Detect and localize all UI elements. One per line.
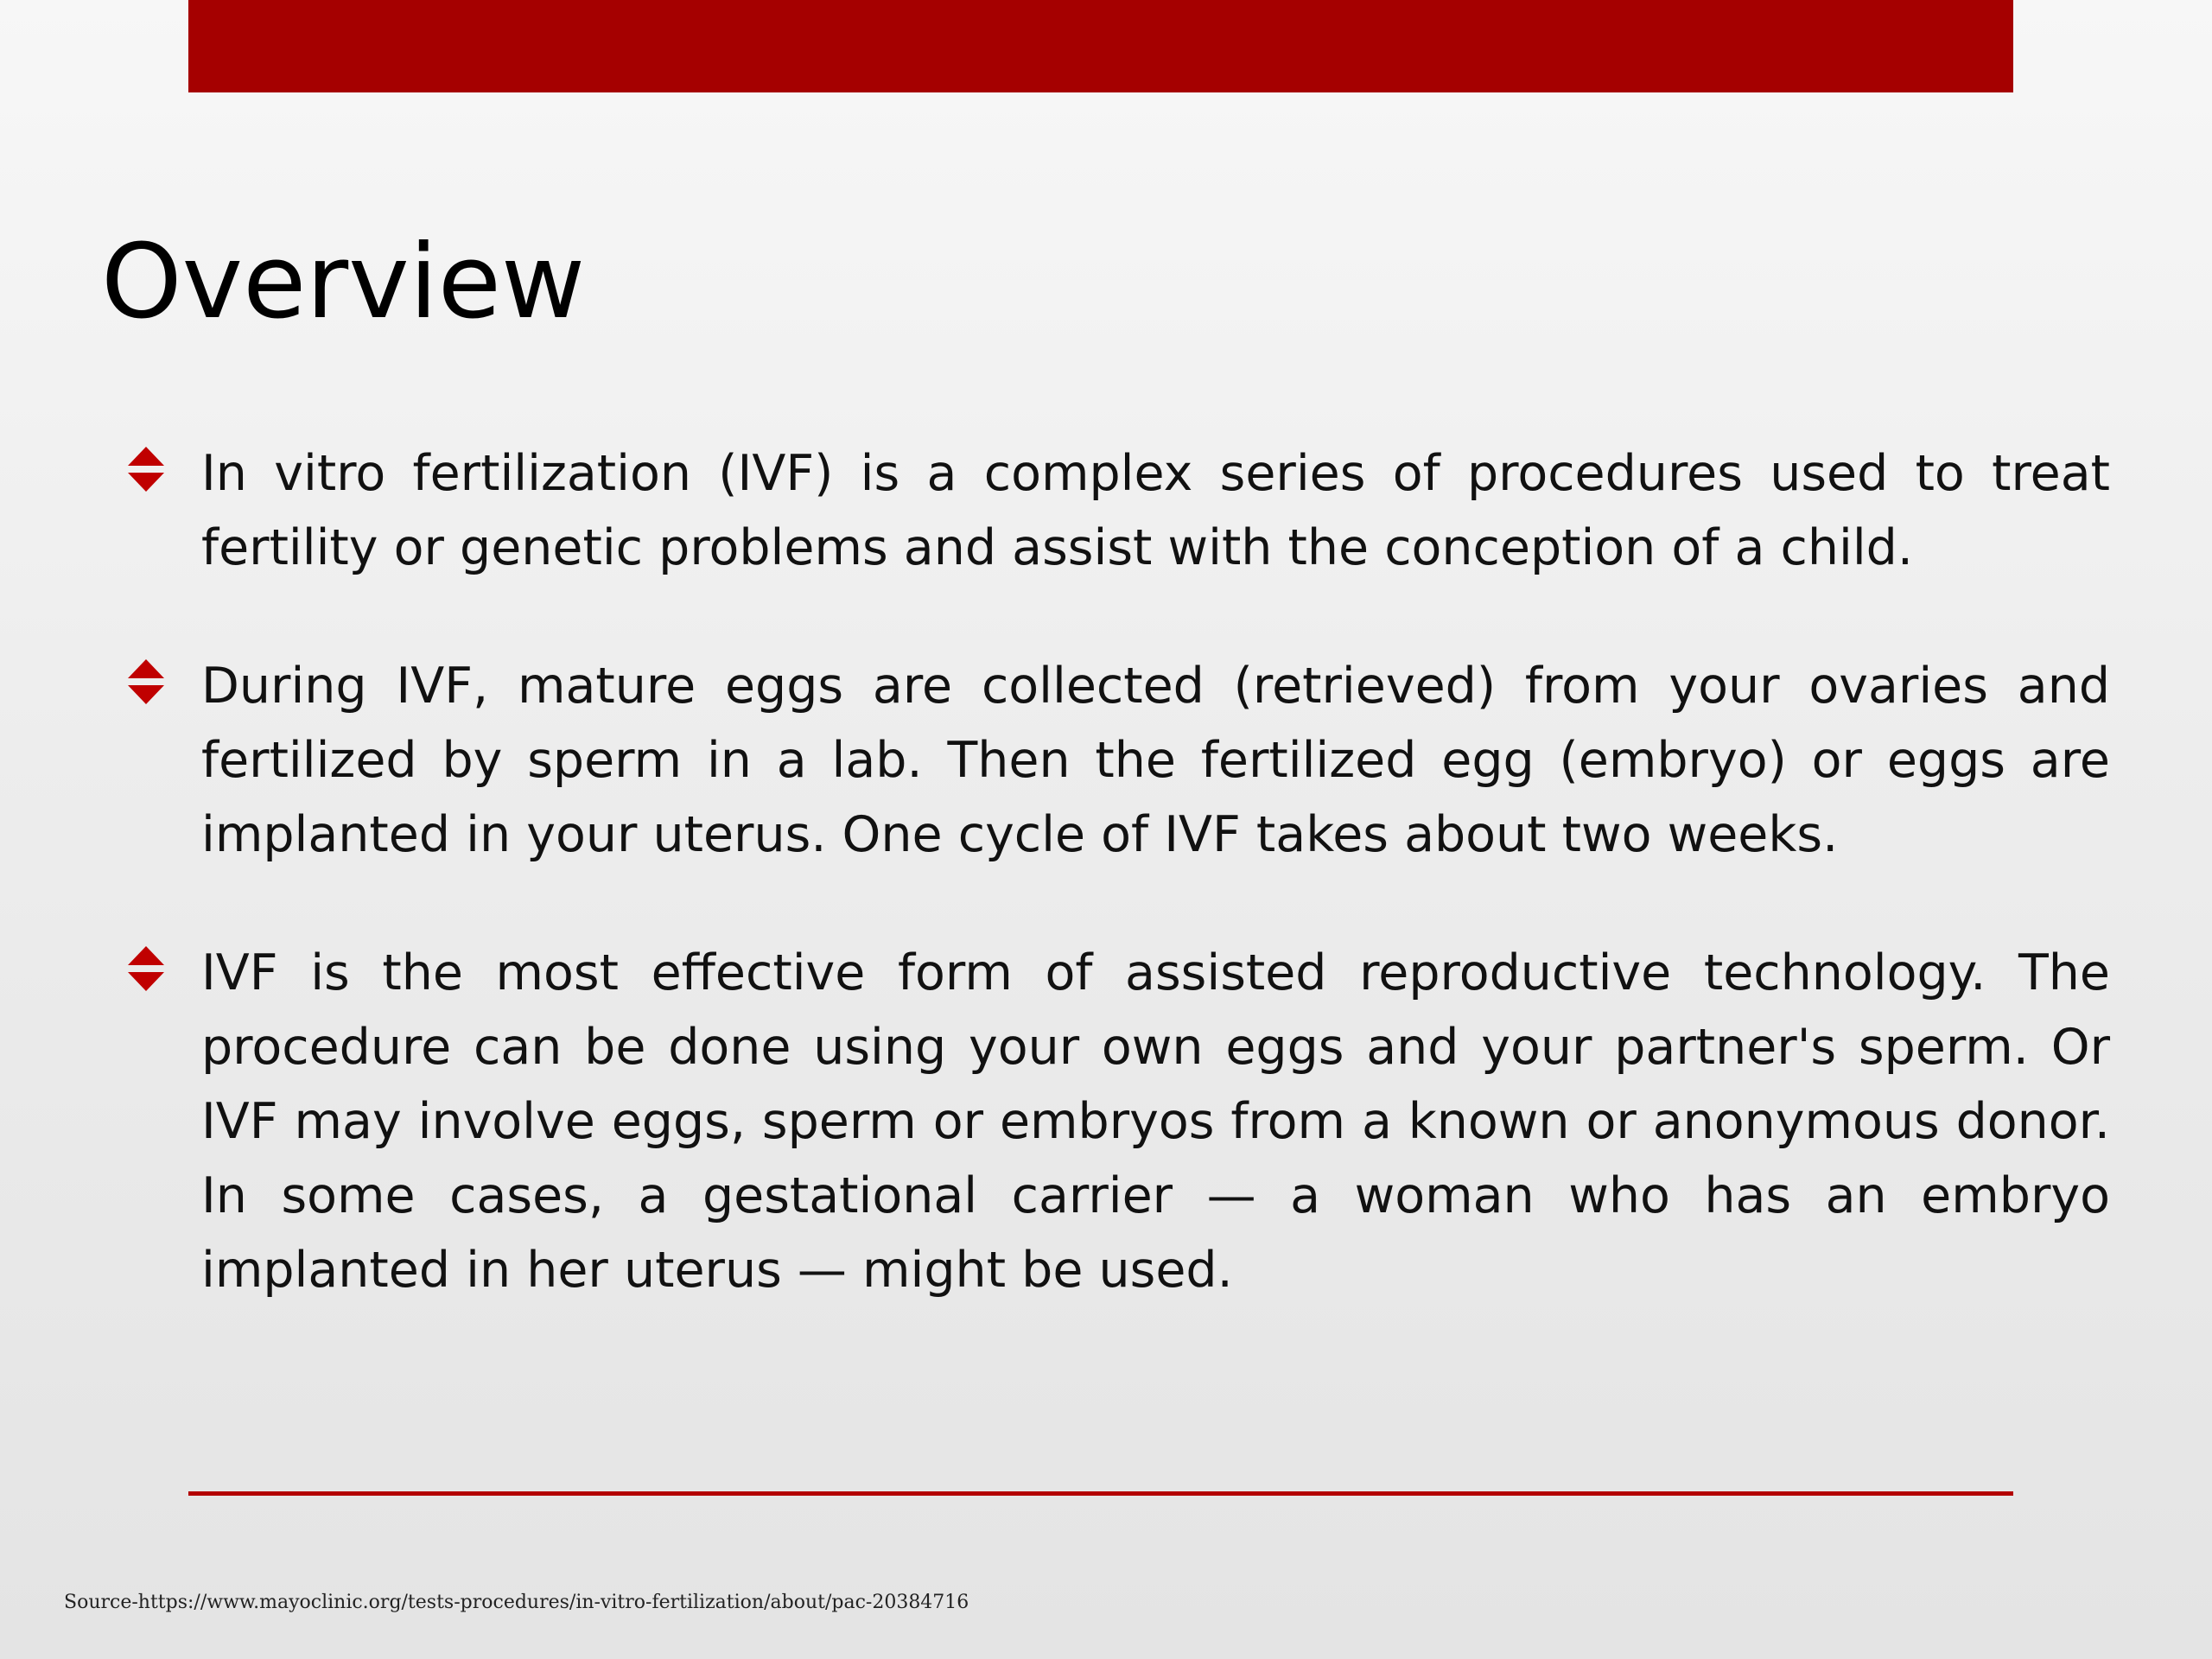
bullet-item: [126, 649, 2110, 872]
footer-divider: [188, 1491, 2013, 1496]
source-citation: Source-https://www.mayoclinic.org/tests-procedures/in-vitro-fertilization/about/pac-20384716: [64, 1592, 969, 1613]
bullet-item: [126, 436, 2110, 585]
up-down-arrow-icon: [126, 445, 166, 493]
bullet-item: [126, 936, 2110, 1307]
bullet-text: In vitro fertilization (IVF) is a complex series of procedures used to treat fertility or genetic problems and assist with the conception of a child.: [201, 445, 2110, 576]
up-down-arrow-icon: [126, 944, 166, 993]
header-accent-bar: [188, 0, 2013, 92]
bullet-list: [126, 436, 2110, 1371]
bullet-text: During IVF, mature eggs are collected (retrieved) from your ovaries and fertilized by sperm in a lab. Then the fertilized egg (embryo) or eggs are implanted in your uterus. One cycle of IVF takes about two weeks.: [201, 658, 2110, 863]
up-down-arrow-icon: [126, 658, 166, 706]
bullet-text: IVF is the most effective form of assisted reproductive technology. The procedure can be done using your own eggs and your partner's sperm. Or IVF may involve eggs, sperm or embryos from a known or anonymous donor. In some cases, a gestational carrier — a woman who has an embryo implanted in her uterus — might be used.: [201, 944, 2110, 1299]
slide-title: Overview: [101, 223, 586, 342]
